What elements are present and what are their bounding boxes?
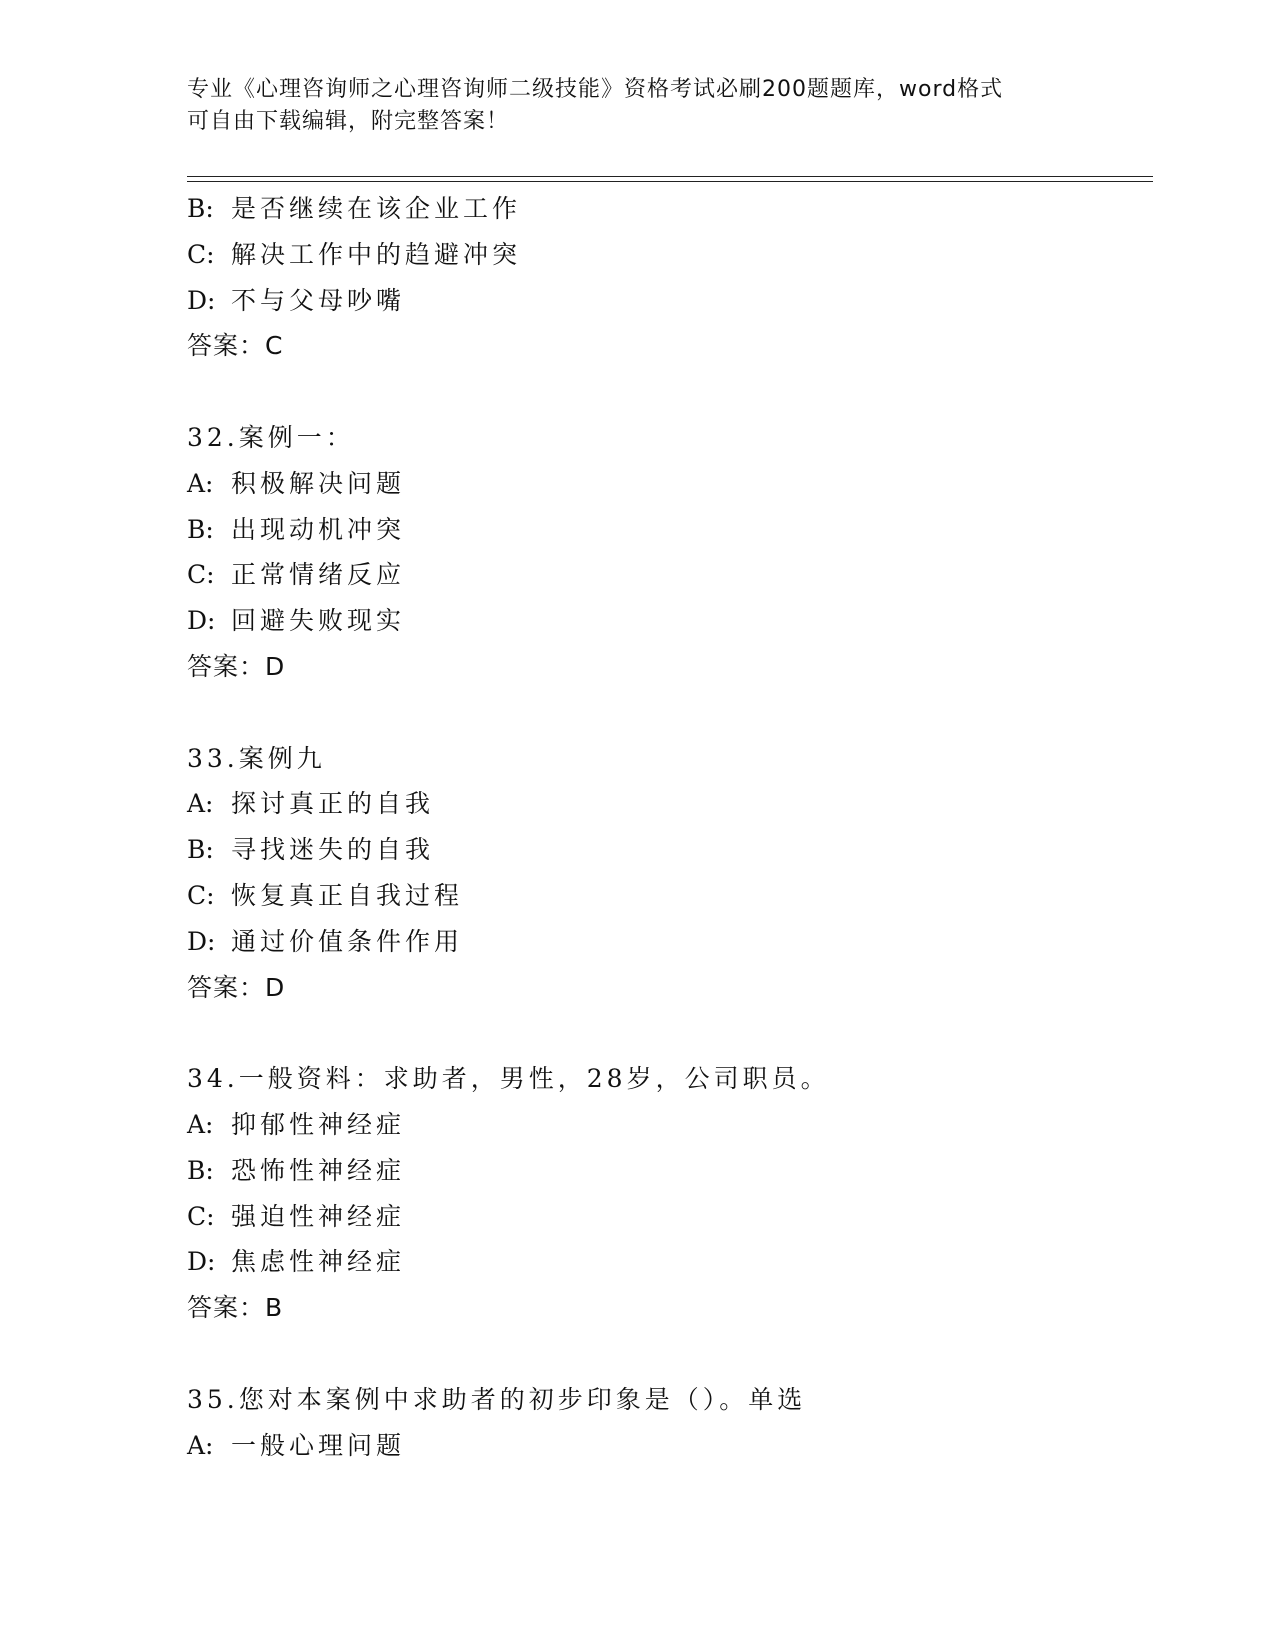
- option-text: 积极解决问题: [231, 468, 406, 498]
- option-a: [187, 1423, 1147, 1469]
- option-a: [187, 1102, 1147, 1148]
- spacer: [187, 369, 1147, 415]
- option-text: 是否继续在该企业工作: [231, 194, 522, 223]
- option-c: [187, 1194, 1147, 1240]
- spacer: [187, 1010, 1147, 1056]
- option-letter: C:: [187, 239, 215, 269]
- option-letter: B:: [187, 194, 214, 223]
- option-letter: B:: [187, 835, 214, 865]
- option-a: [187, 461, 1147, 507]
- option-letter: D:: [187, 926, 216, 956]
- option-d: [187, 1239, 1147, 1285]
- spacer: [187, 690, 1147, 736]
- option-b: [187, 186, 1147, 232]
- question-35-stem: 35.您对本案例中求助者的初步印象是（）。单选: [187, 1384, 807, 1414]
- option-text: 正常情绪反应: [231, 560, 406, 590]
- option-text: 焦虑性神经症: [231, 1247, 406, 1277]
- question-34-stem: 34.一般资料：求助者，男性，28岁，公司职员。: [187, 1064, 830, 1094]
- option-letter: C:: [187, 1201, 215, 1231]
- option-b: [187, 827, 1147, 873]
- question-32-stem: 32.案例一：: [187, 422, 355, 452]
- option-text: 强迫性神经症: [231, 1201, 406, 1231]
- option-letter: A:: [187, 468, 214, 498]
- spacer: [187, 1331, 1147, 1377]
- option-letter: A:: [187, 1430, 214, 1460]
- option-text: 探讨真正的自我: [231, 789, 435, 819]
- option-c: [187, 873, 1147, 919]
- question-33-stem: 33.案例九: [187, 743, 326, 773]
- option-letter: D:: [187, 1247, 216, 1277]
- option-letter: C:: [187, 560, 215, 590]
- option-d: [187, 598, 1147, 644]
- option-d: [187, 278, 1147, 324]
- option-text: 一般心理问题: [231, 1430, 406, 1460]
- option-c: [187, 232, 1147, 278]
- option-letter: A:: [187, 789, 214, 819]
- option-letter: B:: [187, 514, 214, 544]
- header-divider-top: [187, 176, 1153, 177]
- option-text: 回避失败现实: [231, 606, 406, 636]
- option-letter: D:: [187, 285, 216, 315]
- option-text: 恢复真正自我过程: [231, 880, 464, 910]
- answer-line: 答案：D: [187, 972, 286, 1002]
- header-line-1: 专业《心理咨询师之心理咨询师二级技能》资格考试必刷200题题库，word格式: [187, 77, 1004, 102]
- option-a: [187, 781, 1147, 827]
- answer-line: 答案：B: [187, 1293, 284, 1323]
- option-text: 通过价值条件作用: [231, 926, 464, 956]
- answer-line: 答案：C: [187, 331, 284, 361]
- option-letter: B:: [187, 1155, 214, 1185]
- header-line-2: 可自由下载编辑，附完整答案！: [187, 109, 510, 134]
- answer-line: 答案：D: [187, 651, 286, 681]
- option-text: 恐怖性神经症: [231, 1155, 406, 1185]
- option-text: 寻找迷失的自我: [231, 835, 435, 865]
- option-text: 抑郁性神经症: [231, 1109, 406, 1139]
- option-b: [187, 507, 1147, 553]
- document-header: [187, 74, 1087, 138]
- option-c: [187, 552, 1147, 598]
- option-b: [187, 1148, 1147, 1194]
- option-letter: A:: [187, 1109, 214, 1139]
- question-list: [187, 186, 1147, 1468]
- option-letter: D:: [187, 606, 216, 636]
- option-text: 解决工作中的趋避冲突: [231, 239, 522, 269]
- option-d: [187, 919, 1147, 965]
- option-letter: C:: [187, 880, 215, 910]
- option-text: 出现动机冲突: [231, 514, 406, 544]
- header-divider-bottom: [187, 181, 1153, 182]
- option-text: 不与父母吵嘴: [231, 285, 406, 315]
